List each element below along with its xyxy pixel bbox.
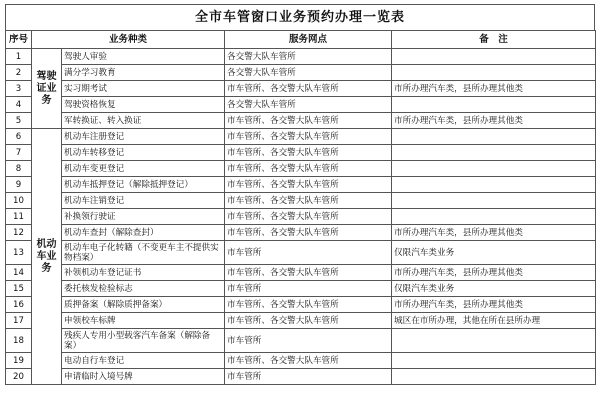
- table-row: [6, 177, 596, 193]
- service-location: 市车管所、各交警大队车管所: [225, 209, 392, 225]
- row-note: 市所办理汽车类，县所办理其他类: [392, 81, 596, 97]
- row-index: 8: [6, 161, 32, 177]
- row-note: [392, 177, 596, 193]
- business-type: 补换领行驶证: [62, 209, 225, 225]
- service-location: 市车管所、各交警大队车管所: [225, 297, 392, 313]
- business-type: 实习期考试: [62, 81, 225, 97]
- service-location: 市车管所、各交警大队车管所: [225, 225, 392, 241]
- category-group-label: 驾驶证业务: [32, 49, 62, 129]
- row-note: 仅限汽车类业务: [392, 281, 596, 297]
- row-index: 6: [6, 129, 32, 145]
- table-row: [6, 209, 596, 225]
- row-note: [392, 329, 596, 353]
- row-note: [392, 129, 596, 145]
- table-row: [6, 81, 596, 97]
- business-type: 质押备案（解除质押备案）: [62, 297, 225, 313]
- row-index: 17: [6, 313, 32, 329]
- business-type: 满分学习教育: [62, 65, 225, 81]
- service-location: 各交警大队车管所: [225, 97, 392, 113]
- business-type: 机动车注销登记: [62, 193, 225, 209]
- row-index: 4: [6, 97, 32, 113]
- table-row: [6, 97, 596, 113]
- business-type: 军转换证、转入换证: [62, 113, 225, 129]
- header-row: [6, 31, 596, 49]
- service-location: 市车管所: [225, 369, 392, 385]
- service-location: 市车管所、各交警大队车管所: [225, 81, 392, 97]
- schedule-sheet: [5, 4, 595, 385]
- table-row: [6, 65, 596, 81]
- table-row: [6, 241, 596, 265]
- business-type: 残疾人专用小型载客汽车备案（解除备案）: [62, 329, 225, 353]
- category-group-label: 机动车业务: [32, 129, 62, 385]
- table-row: [6, 193, 596, 209]
- table-row: [6, 265, 596, 281]
- row-index: 15: [6, 281, 32, 297]
- service-location: 市车管所: [225, 329, 392, 353]
- business-type: 机动车变更登记: [62, 161, 225, 177]
- row-note: 市所办理汽车类，县所办理其他类: [392, 113, 596, 129]
- business-type: 驾驶人审验: [62, 49, 225, 65]
- table-row: [6, 353, 596, 369]
- row-index: 9: [6, 177, 32, 193]
- table-row: [6, 225, 596, 241]
- business-type: 申领校车标牌: [62, 313, 225, 329]
- service-location: 市车管所、各交警大队车管所: [225, 177, 392, 193]
- row-note: 市所办理汽车类，县所办理其他类: [392, 225, 596, 241]
- row-note: [392, 369, 596, 385]
- row-index: 16: [6, 297, 32, 313]
- service-location: 市车管所: [225, 281, 392, 297]
- table-body: [6, 49, 596, 385]
- row-note: [392, 145, 596, 161]
- business-type: 申请临时入境号牌: [62, 369, 225, 385]
- row-note: [392, 353, 596, 369]
- service-location: 市车管所、各交警大队车管所: [225, 313, 392, 329]
- table-row: [6, 369, 596, 385]
- service-location: 市车管所、各交警大队车管所: [225, 113, 392, 129]
- business-type: 驾驶资格恢复: [62, 97, 225, 113]
- page-title: 全市车管窗口业务预约办理一览表: [5, 4, 595, 30]
- service-location: 市车管所、各交警大队车管所: [225, 265, 392, 281]
- header-index: 序号: [6, 31, 32, 49]
- row-note: 仅限汽车类业务: [392, 241, 596, 265]
- row-index: 20: [6, 369, 32, 385]
- row-note: [392, 49, 596, 65]
- table-row: [6, 145, 596, 161]
- row-note: [392, 161, 596, 177]
- service-location: 市车管所: [225, 241, 392, 265]
- header-location: 服务网点: [225, 31, 392, 49]
- business-type: 补领机动车登记证书: [62, 265, 225, 281]
- row-index: 2: [6, 65, 32, 81]
- service-location: 市车管所、各交警大队车管所: [225, 161, 392, 177]
- business-type: 机动车抵押登记（解除抵押登记）: [62, 177, 225, 193]
- table-row: [6, 161, 596, 177]
- service-location: 各交警大队车管所: [225, 49, 392, 65]
- business-type: 机动车电子化转籍（不变更车主不提供实物档案）: [62, 241, 225, 265]
- row-index: 13: [6, 241, 32, 265]
- row-index: 5: [6, 113, 32, 129]
- table-row: [6, 297, 596, 313]
- row-index: 18: [6, 329, 32, 353]
- row-note: 市所办理汽车类，县所办理其他类: [392, 297, 596, 313]
- service-location: 市车管所、各交警大队车管所: [225, 129, 392, 145]
- business-type: 委托核发检验标志: [62, 281, 225, 297]
- service-location: 市车管所、各交警大队车管所: [225, 193, 392, 209]
- row-index: 1: [6, 49, 32, 65]
- row-index: 7: [6, 145, 32, 161]
- row-index: 19: [6, 353, 32, 369]
- row-note: [392, 97, 596, 113]
- row-index: 10: [6, 193, 32, 209]
- table-row: [6, 329, 596, 353]
- row-note: [392, 65, 596, 81]
- header-category: 业务种类: [32, 31, 225, 49]
- row-note: 市所办理汽车类，县所办理其他类: [392, 265, 596, 281]
- row-note: [392, 193, 596, 209]
- row-index: 14: [6, 265, 32, 281]
- table-row: [6, 313, 596, 329]
- table-row: [6, 113, 596, 129]
- business-type: 机动车查封（解除查封）: [62, 225, 225, 241]
- table-row: [6, 49, 596, 65]
- business-type: 机动车转移登记: [62, 145, 225, 161]
- business-type: 电动自行车登记: [62, 353, 225, 369]
- business-type: 机动车注册登记: [62, 129, 225, 145]
- header-note: 备 注: [392, 31, 596, 49]
- row-index: 3: [6, 81, 32, 97]
- service-location: 市车管所、各交警大队车管所: [225, 353, 392, 369]
- business-table: [5, 30, 596, 385]
- service-location: 市车管所、各交警大队车管所: [225, 145, 392, 161]
- row-index: 11: [6, 209, 32, 225]
- row-note: [392, 209, 596, 225]
- row-note: 城区在市所办理，其他在所在县所办理: [392, 313, 596, 329]
- row-index: 12: [6, 225, 32, 241]
- table-row: [6, 281, 596, 297]
- table-row: [6, 129, 596, 145]
- service-location: 各交警大队车管所: [225, 65, 392, 81]
